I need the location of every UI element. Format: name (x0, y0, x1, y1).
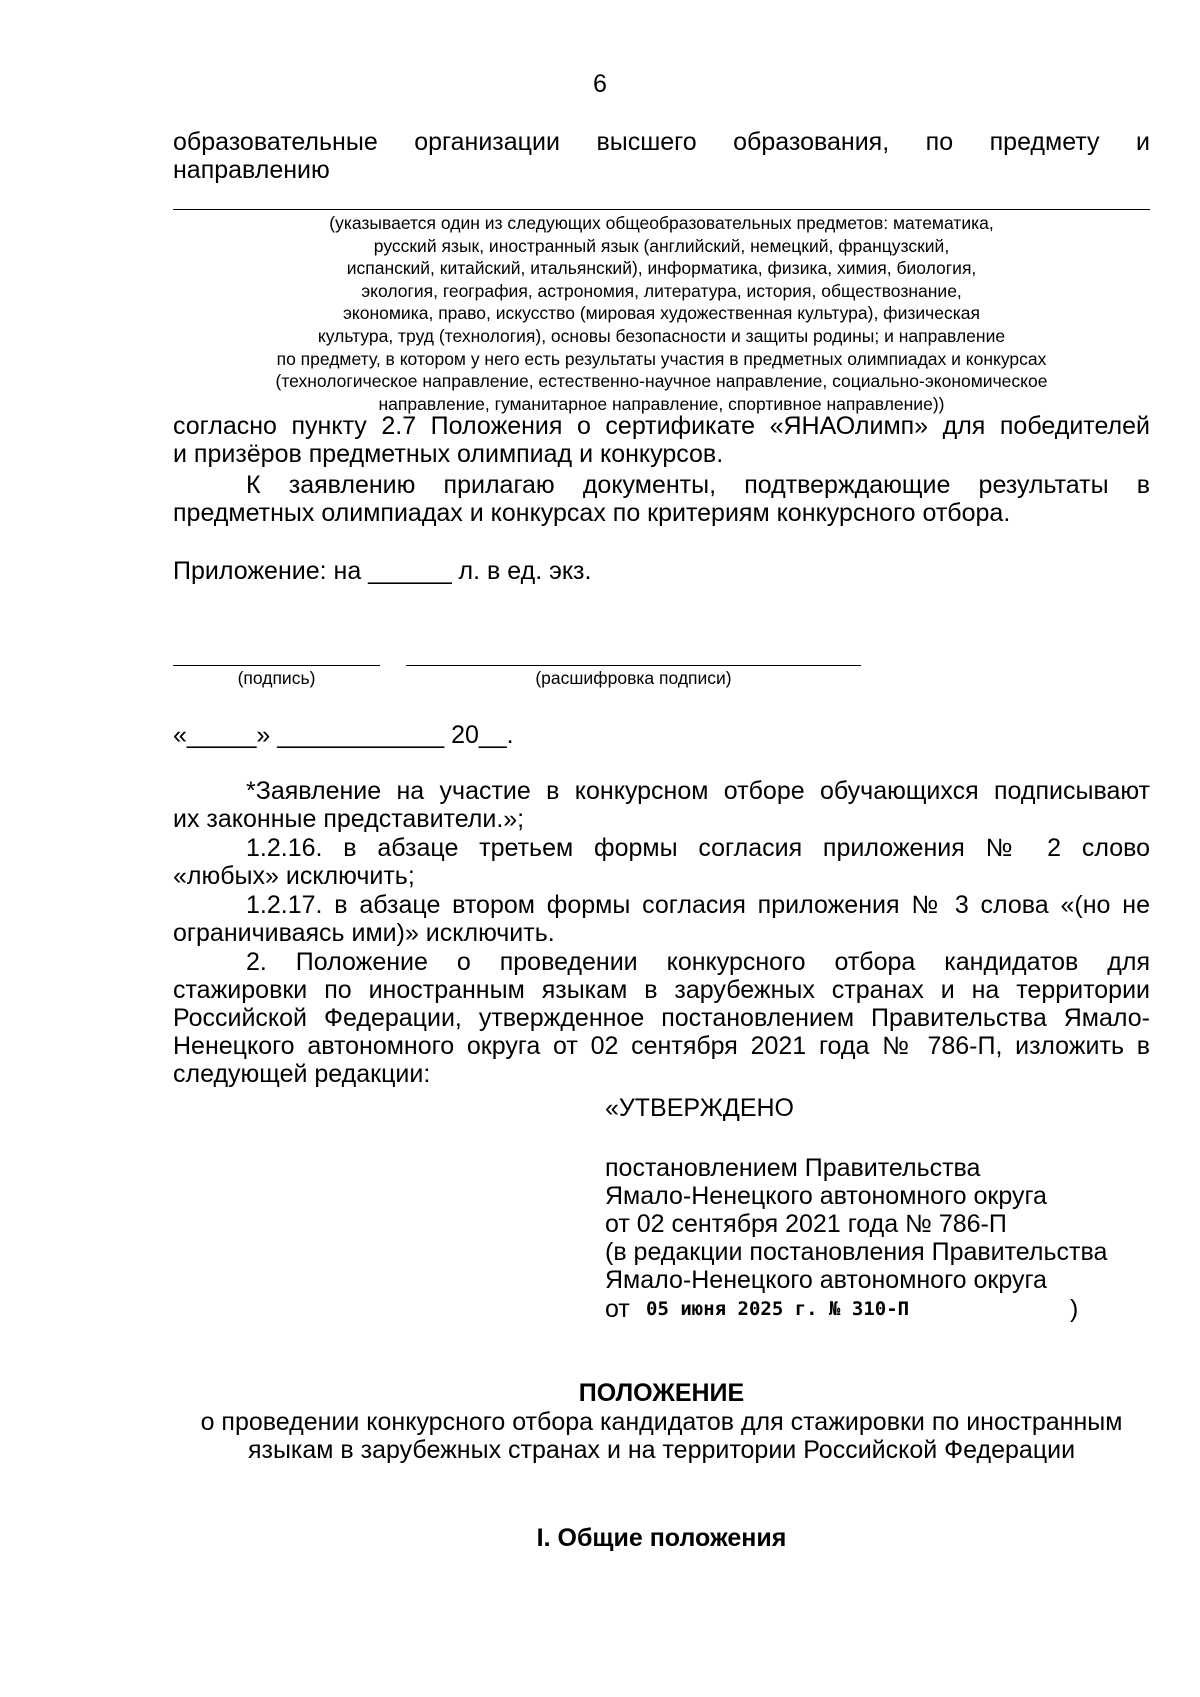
para4-line1: *Заявление на участие в конкурсном отборе обучающихся подписывают (246, 777, 1150, 805)
para7-line1: 2. Положение о проведении конкурсного отбора кандидатов для (246, 948, 1150, 976)
attachment-line: Приложение: на ______ л. в ед. экз. (173, 557, 592, 585)
approved-line1: постановлением Правительства (605, 1154, 981, 1182)
para3-line2: предметных олимпиадах и конкурсах по критериям конкурсного отбора. (173, 499, 1011, 527)
approved-close-paren: ) (1070, 1295, 1079, 1323)
para1-line2: направлению (173, 156, 330, 184)
para3-line1: К заявлению прилагаю документы, подтверждающие результаты в (246, 471, 1150, 499)
para5-line1: 1.2.16. в абзаце третьем формы согласия приложения № 2 слово (246, 834, 1150, 862)
note-line: экология, география, астрономия, литература, история, обществознание, (361, 280, 962, 301)
note-line: (технологическое направление, естественно-научное направление, социально-экономическое (275, 371, 1048, 392)
note-line: испанский, китайский, итальянский), информатика, физика, химия, биология, (346, 258, 977, 279)
approved-line4: (в редакции постановления Правительства (605, 1238, 1108, 1266)
para2-line1: согласно пункту 2.7 Положения о сертификате «ЯНАОлимп» для победителей (173, 412, 1150, 440)
signature-rule (173, 665, 380, 666)
para1-line1: образовательные организации высшего образования, по предмету и (173, 128, 1150, 156)
page-number: 6 (593, 70, 607, 98)
fill-in-rule (173, 209, 1150, 210)
note-line: культура, труд (технология), основы безопасности и защиты родины; и направление (317, 325, 1006, 346)
approved-line3: от 02 сентября 2021 года № 786-П (605, 1210, 1007, 1238)
para2-line2: и призёров предметных олимпиад и конкурсов. (173, 440, 724, 468)
date-line: «_____» ____________ 20__. (173, 721, 514, 749)
document-subtitle-line2: языкам в зарубежных странах и на территории Российской Федерации (247, 1436, 1076, 1464)
note-line: по предмету, в котором у него есть результаты участия в предметных олимпиадах и конкурсах (276, 348, 1047, 369)
note-line: направление, гуманитарное направление, спортивное направление)) (378, 393, 945, 414)
note-line: русский язык, иностранный язык (английский, немецкий, французский, (373, 235, 950, 256)
section-heading: I. Общие положения (536, 1524, 787, 1552)
signature-decode-label: (расшифровка подписи) (535, 668, 732, 688)
signature-label: (подпись) (237, 668, 316, 688)
para5-line2: «любых» исключить; (173, 862, 415, 890)
para7-line4: Ненецкого автономного округа от 02 сентября 2021 года № 786-П, изложить в (173, 1032, 1150, 1060)
subject-note (173, 212, 1150, 415)
approved-line5: Ямало-Ненецкого автономного округа (605, 1266, 1047, 1294)
para7-line2: стажировки по иностранным языкам в зарубежных странах и на территории (173, 976, 1150, 1004)
note-line: экономика, право, искусство (мировая художественная культура), физическая (342, 303, 980, 324)
document-subtitle-line1: о проведении конкурсного отбора кандидатов для стажировки по иностранным (200, 1408, 1123, 1436)
approved-line2: Ямало-Ненецкого автономного округа (605, 1182, 1047, 1210)
para7-line5: следующей редакции: (173, 1060, 431, 1088)
document-title: ПОЛОЖЕНИЕ (578, 1379, 745, 1407)
approval-stamp-number: 05 июня 2025 г. № 310-П (646, 1298, 910, 1320)
signature-decode-rule (406, 665, 861, 666)
para6-line2: ограничиваясь ими)» исключить. (173, 919, 555, 947)
note-line: (указывается один из следующих общеобразовательных предметов: математика, (329, 213, 994, 233)
para6-line1: 1.2.17. в абзаце втором формы согласия приложения № 3 слова «(но не (246, 891, 1150, 919)
approved-from-prefix: от (605, 1295, 630, 1323)
approved-heading: «УТВЕРЖДЕНО (605, 1094, 794, 1122)
para4-line2: их законные представители.»; (173, 805, 525, 833)
para7-line3: Российской Федерации, утвержденное постановлением Правительства Ямало- (173, 1004, 1150, 1032)
